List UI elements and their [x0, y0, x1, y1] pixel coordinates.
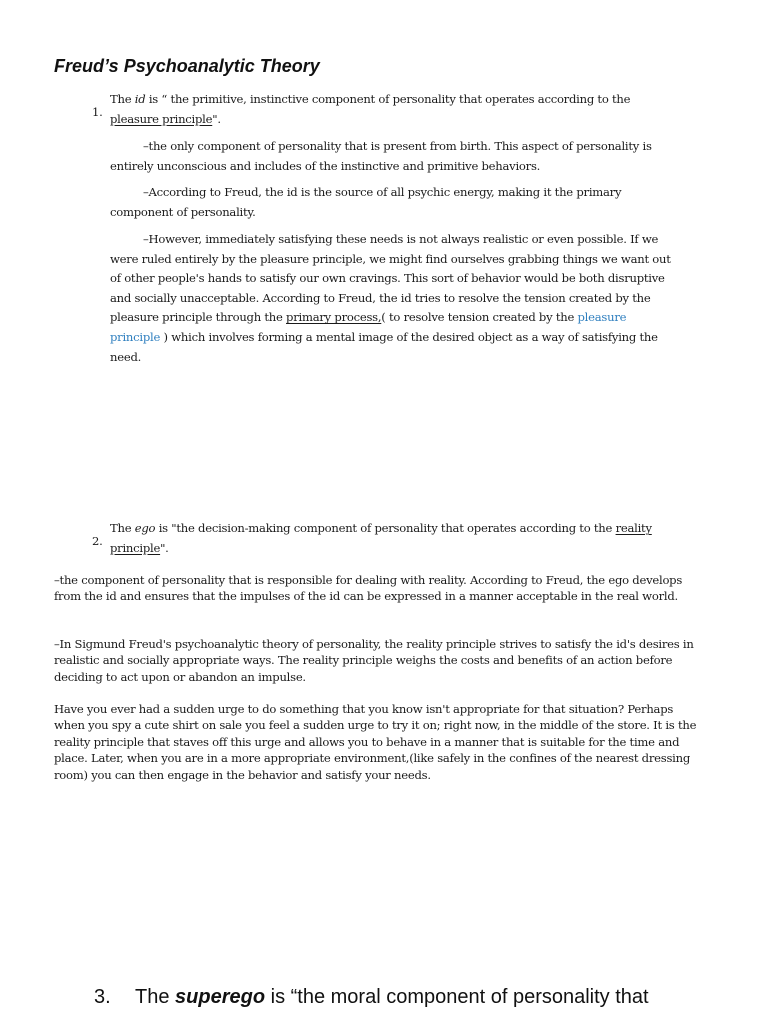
item-superego-definition: 3. The superego is “the moral component of personality that [94, 986, 649, 1008]
item-number: 1. [92, 105, 103, 119]
item-id-definition: 1. The id is “ the primitive, instinctive component of personality that operates according to the pleasure principle". [92, 92, 631, 126]
item-number: 2. [92, 534, 103, 548]
id-paragraph-energy: –According to Freud, the id is the source of all psychic energy, making it the primary component of personality. [110, 185, 622, 219]
ego-paragraph-reality: –the component of personality that is responsible for dealing with reality. According to Freud, the ego develops from the id and ensures that the impulses of the id can be expressed in a manner acceptable in the real world. [54, 573, 683, 604]
term-ego: ego [134, 521, 156, 535]
pleasure-principle-link-2[interactable]: pleasure principle [110, 310, 627, 344]
ego-paragraph-example: Have you ever had a sudden urge to do something that you know isn't appropriate for that situation? Perhaps when you spy a cute shirt on sale you feel a sudden urge to try it on; right now, in the middle of the store. It is the reality principle that staves off this urge and allows you to behave in a manner that is suitable for the time and place. Later, when you are in a more appropriate environment,(like safely in the confines of the nearest dressing room) you can then engage in the behavior and satisfy your needs. [54, 702, 697, 782]
item-number: 3. [94, 986, 111, 1008]
ego-paragraph-principle: –In Sigmund Freud's psychoanalytic theory of personality, the reality principle strives to satisfy the id's desires in realistic and socially appropriate ways. The reality principle weighs the costs and benefits of an action before deciding to act upon or abandon an impulse. [54, 637, 694, 684]
item-ego-definition: 2. The ego is "the decision-making component of personality that operates according to the reality principle". [92, 521, 652, 555]
term-id: id [134, 92, 146, 106]
primary-process-link[interactable]: primary process, [286, 310, 382, 325]
pleasure-principle-link[interactable]: pleasure principle [110, 111, 213, 126]
id-paragraph-birth: –the only component of personality that is present from birth. This aspect of personality is entirely unconscious and includes of the instinctive and primitive behaviors. [110, 139, 652, 173]
document-title: Freud’s Psychoanalytic Theory [54, 56, 320, 76]
reality-principle-link[interactable]: reality principle [110, 521, 652, 555]
term-superego: superego [175, 986, 266, 1008]
id-paragraph-primary-process: –However, immediately satisfying these needs is not always realistic or even possible. If we were ruled entirely by the pleasure principle, we might find ourselves grabbing things we want out of other people's hands to satisfy our own cravings. This sort of behavior would be both disruptive and socially unacceptable. According to Freud, the id tries to resolve the tension created by the pleasure principle through the primary process,( to resolve tension created by the pleasure principle ) which involves forming a mental image of the desired object as a way of satisfying the need. [110, 232, 671, 364]
